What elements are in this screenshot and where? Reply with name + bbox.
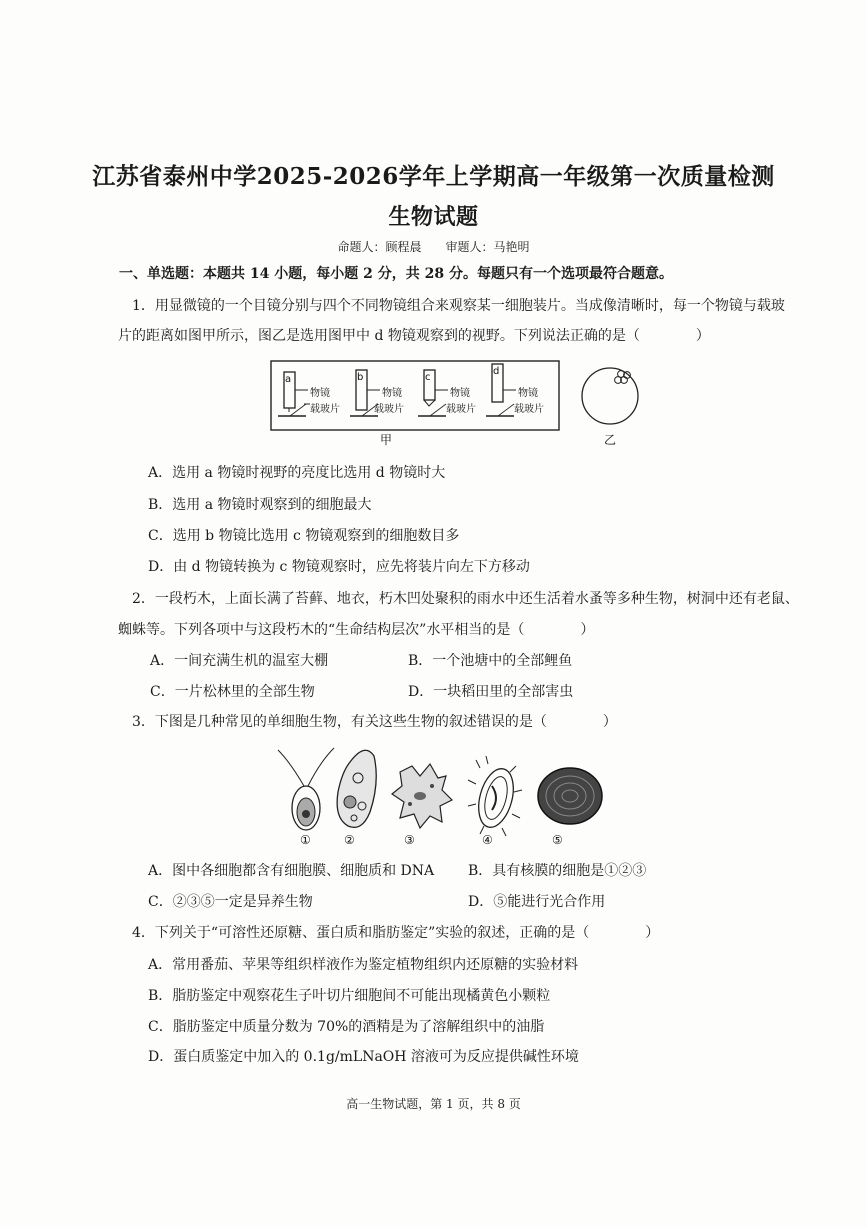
objective-label-a: 物镜 xyxy=(310,388,330,399)
q2-stem-line2: 蜘蛛等。下列各项中与这段朽木的“生命结构层次”水平相当的是（ ） xyxy=(118,622,595,638)
organism-1 xyxy=(278,748,334,830)
caption-jia: 甲 xyxy=(380,433,393,447)
organism-label-2: ② xyxy=(344,833,355,847)
q2-option-d[interactable]: D．一块稻田里的全部害虫 xyxy=(408,684,574,700)
q3-option-d[interactable]: D．⑤能进行光合作用 xyxy=(468,894,606,910)
q4-option-b[interactable]: B．脂肪鉴定中观察花生子叶切片细胞间不可能出现橘黄色小颗粒 xyxy=(148,988,551,1004)
subject-title: 生物试题 xyxy=(388,204,479,230)
q4-option-d[interactable]: D．蛋白质鉴定中加入的 0.1g/mLNaOH 溶液可为反应提供碱性环境 xyxy=(148,1049,579,1065)
lens-d xyxy=(486,364,516,416)
authors-line: 命题人：顾程晨 审题人：马艳明 xyxy=(337,240,530,254)
organism-3 xyxy=(392,764,452,828)
q1-figure-jia xyxy=(270,360,570,450)
objective-label-c: 物镜 xyxy=(450,388,470,399)
q1-option-a[interactable]: A．选用 a 物镜时视野的亮度比选用 d 物镜时大 xyxy=(148,465,446,481)
caption-yi: 乙 xyxy=(604,433,617,447)
q3-figure xyxy=(270,742,600,852)
q3-option-a[interactable]: A．图中各细胞都含有细胞膜、细胞质和 DNA xyxy=(148,863,435,879)
organism-2 xyxy=(337,750,376,827)
q2-option-c[interactable]: C．一片松林里的全部生物 xyxy=(150,684,315,700)
lens-a-letter: a xyxy=(285,374,292,385)
q1-stem-line2: 片的距离如图甲所示，图乙是选用图甲中 d 物镜观察到的视野。下列说法正确的是（ ） xyxy=(118,328,710,344)
section-heading: 一、单选题：本题共 14 小题，每小题 2 分，共 28 分。每题只有一个选项最符合题意。 xyxy=(119,266,673,282)
q4-stem: 4．下列关于“可溶性还原糖、蛋白质和脂肪鉴定”实验的叙述，正确的是（ ） xyxy=(132,925,660,941)
q1-figure-yi xyxy=(578,362,658,452)
objective-label-b: 物镜 xyxy=(382,388,402,399)
slide-label-d: 载玻片 xyxy=(514,404,544,415)
q1-option-d[interactable]: D．由 d 物镜转换为 c 物镜观察时，应先将装片向左下方移动 xyxy=(148,559,530,575)
q1-stem-line1: 1．用显微镜的一个目镜分别与四个不同物镜组合来观察某一细胞装片。当成像清晰时，每一个物镜与载玻 xyxy=(132,298,785,314)
q1-option-c[interactable]: C．选用 b 物镜比选用 c 物镜观察到的细胞数目多 xyxy=(148,528,460,544)
lens-c-letter: c xyxy=(425,372,431,383)
organism-label-5: ⑤ xyxy=(552,833,563,847)
slide-label-b: 载玻片 xyxy=(374,404,404,415)
q1-option-b[interactable]: B．选用 a 物镜时观察到的细胞最大 xyxy=(148,497,372,513)
exam-title: 江苏省泰州中学2025-2026学年上学期高一年级第一次质量检测 xyxy=(92,163,775,190)
slide-label-c: 载玻片 xyxy=(446,404,476,415)
q3-option-c[interactable]: C．②③⑤一定是异养生物 xyxy=(148,894,313,910)
objective-label-d: 物镜 xyxy=(518,388,538,399)
organism-label-1: ① xyxy=(300,833,311,847)
q4-option-c[interactable]: C．脂肪鉴定中质量分数为 70%的酒精是为了溶解组织中的油脂 xyxy=(148,1019,545,1035)
q2-stem-line1: 2．一段朽木，上面长满了苔藓、地衣，朽木凹处聚积的雨水中还生活着水蚤等多种生物，树洞中还有老鼠、 xyxy=(132,591,799,607)
lens-a xyxy=(278,372,310,416)
page-footer: 高一生物试题，第 1 页，共 8 页 xyxy=(346,1097,521,1111)
q2-option-b[interactable]: B．一个池塘中的全部鲤鱼 xyxy=(408,653,573,669)
lens-b-letter: b xyxy=(357,372,364,383)
lens-d-letter: d xyxy=(493,366,500,377)
organism-label-3: ③ xyxy=(404,833,415,847)
organism-5 xyxy=(538,768,602,824)
lens-c xyxy=(418,370,448,416)
organism-4 xyxy=(468,756,522,836)
q3-option-b[interactable]: B．具有核膜的细胞是①②③ xyxy=(468,863,647,879)
organism-label-4: ④ xyxy=(482,833,493,847)
q4-option-a[interactable]: A．常用番茄、苹果等组织样液作为鉴定植物组织内还原糖的实验材料 xyxy=(148,957,579,973)
q2-option-a[interactable]: A．一间充满生机的温室大棚 xyxy=(150,653,329,669)
q3-stem: 3．下图是几种常见的单细胞生物，有关这些生物的叙述错误的是（ ） xyxy=(132,714,617,730)
slide-label-a: 载玻片 xyxy=(310,404,340,415)
